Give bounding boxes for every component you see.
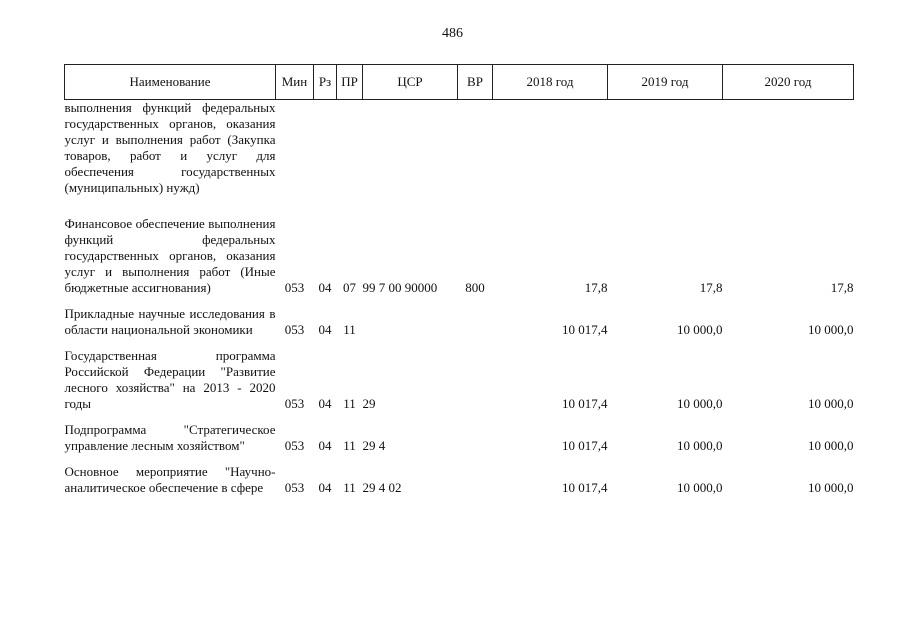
row-pr: 11 (343, 480, 356, 495)
row-2020: 10 000,0 (808, 322, 854, 337)
header-min: Мин (276, 65, 314, 100)
row-2020: 17,8 (830, 280, 854, 295)
row-min: 053 (284, 480, 305, 495)
header-2020: 2020 год (723, 65, 854, 100)
row-name: Государственная программа Российской Федерации "Развитие лесного хозяйства" на 2013 - 2020 годы (64, 348, 276, 411)
row-csr: 29 (362, 396, 376, 411)
table-row (65, 464, 854, 496)
row-2020: 10 000,0 (808, 480, 854, 495)
row-2019: 17,8 (699, 280, 723, 295)
row-pr: 07 (343, 280, 356, 295)
row-csr (363, 306, 458, 338)
header-2018: 2018 год (493, 65, 608, 100)
table-row (65, 216, 854, 296)
row-2018: 10 017,4 (562, 480, 608, 495)
row-rz (314, 100, 337, 197)
budget-table (64, 64, 854, 496)
row-csr: 29 4 (362, 438, 386, 453)
row-2020: 10 000,0 (808, 396, 854, 411)
row-spacer (65, 296, 854, 306)
row-pr: 11 (343, 438, 356, 453)
row-rz: 04 (318, 322, 332, 337)
page-number: 486 (442, 26, 463, 41)
header-csr: ЦСР (363, 65, 458, 100)
row-rz: 04 (318, 280, 332, 295)
row-vr (458, 100, 493, 197)
row-min: 053 (284, 396, 305, 411)
row-vr (458, 348, 493, 412)
row-name: Подпрограмма "Стратегическое управление лесным хозяйством" (64, 422, 276, 453)
row-2018 (493, 100, 608, 197)
row-spacer (65, 338, 854, 348)
row-2019: 10 000,0 (677, 322, 723, 337)
row-csr: 99 7 00 90000 (362, 280, 438, 295)
row-vr (458, 306, 493, 338)
row-rz: 04 (318, 480, 332, 495)
table-row (65, 422, 854, 454)
header-name: Наименование (65, 65, 276, 100)
table-row (65, 306, 854, 338)
row-2020 (723, 100, 854, 197)
row-2019: 10 000,0 (677, 396, 723, 411)
row-pr (337, 100, 363, 197)
header-rz: Рз (314, 65, 337, 100)
row-pr: 11 (343, 322, 356, 337)
row-vr (458, 422, 493, 454)
row-min: 053 (284, 280, 305, 295)
table-row (65, 100, 854, 197)
row-vr: 800 (465, 280, 485, 295)
row-rz: 04 (318, 396, 332, 411)
row-name: Финансовое обеспечение выполнения функций федеральных государственных органов, оказания услуг и выполнения работ (Иные бюджетные ассигнования) (64, 216, 276, 295)
row-name: Прикладные научные исследования в области национальной экономики (64, 306, 276, 337)
table-row (65, 348, 854, 412)
header-pr: ПР (337, 65, 363, 100)
row-min (276, 100, 314, 197)
row-spacer (65, 454, 854, 464)
row-2018: 10 017,4 (562, 396, 608, 411)
header-2019: 2019 год (608, 65, 723, 100)
row-csr (363, 100, 458, 197)
row-2019: 10 000,0 (677, 438, 723, 453)
row-2020: 10 000,0 (808, 438, 854, 453)
row-min: 053 (284, 438, 305, 453)
row-min: 053 (284, 322, 305, 337)
row-name: Основное мероприятие "Научно-аналитическое обеспечение в сфере (64, 464, 276, 495)
row-rz: 04 (318, 438, 332, 453)
header-vr: ВР (458, 65, 493, 100)
row-2019 (608, 100, 723, 197)
row-2018: 10 017,4 (562, 438, 608, 453)
table-header-row (65, 65, 854, 100)
row-name: выполнения функций федеральных государственных органов, оказания услуг и выполнения работ (Закупка товаров, работ и услуг для обеспечения государственных (муниципальных) нужд) (64, 100, 276, 195)
row-pr: 11 (343, 396, 356, 411)
row-2018: 10 017,4 (562, 322, 608, 337)
row-spacer (65, 196, 854, 216)
row-2018: 17,8 (584, 280, 608, 295)
row-csr: 29 4 02 (362, 480, 402, 495)
row-vr (458, 464, 493, 496)
row-spacer (65, 412, 854, 422)
row-2019: 10 000,0 (677, 480, 723, 495)
